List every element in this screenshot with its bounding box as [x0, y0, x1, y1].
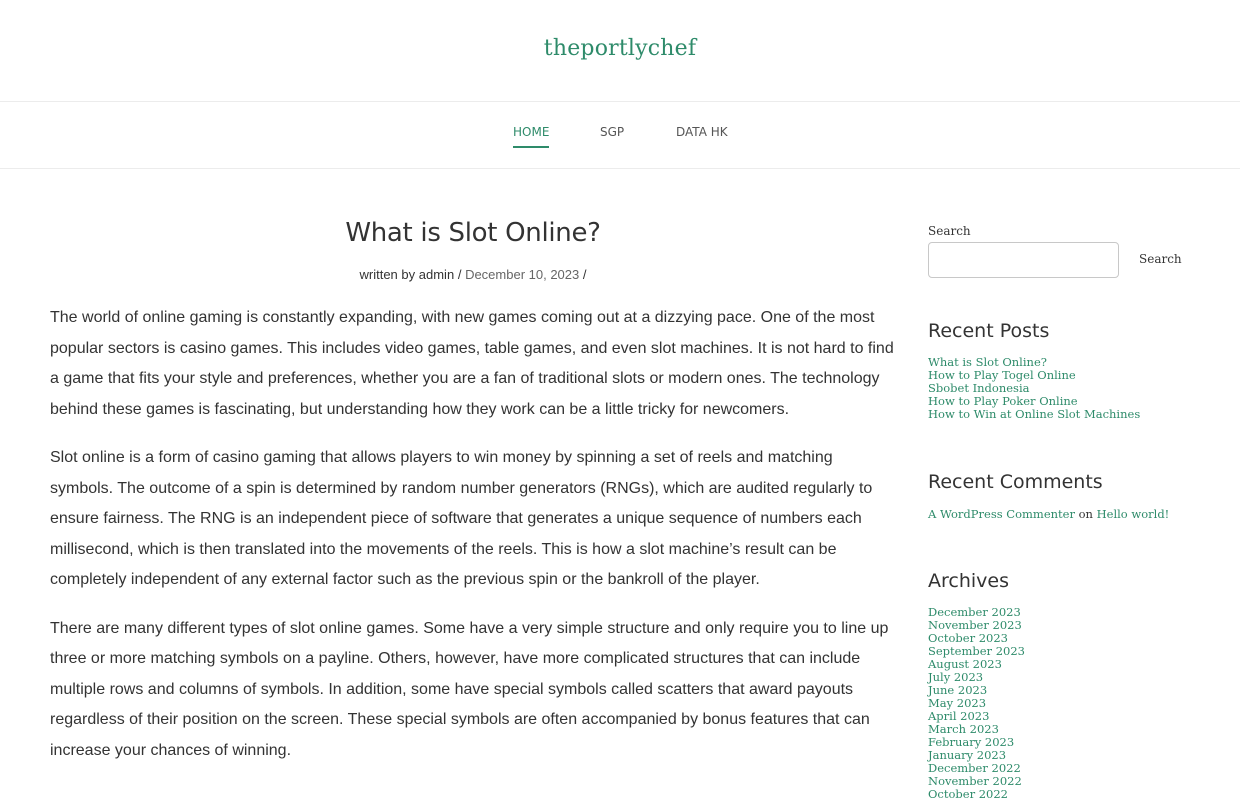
archive-link[interactable]: January 2023	[928, 748, 1007, 762]
archives-title: Archives	[928, 570, 1009, 592]
archive-link[interactable]: October 2022	[928, 787, 1009, 801]
author-link[interactable]: admin	[418, 267, 455, 282]
comment-author-link[interactable]: A WordPress Commenter	[928, 507, 1075, 521]
sidebar	[928, 222, 1198, 801]
paragraph-2: Slot online is a form of casino gaming that allows players to win money by spinning a set of reels and matching symbols. The outcome of a spin is determined by random number generators (RNGs), which are audited regularly to ensure fairness. The RNG is an independent piece of software that generates a unique sequence of numbers each millisecond, which is then translated into the movements of the reels. This is how a slot machine’s result can be completely independent of any external factor such as the previous spin or the bankroll of the player.	[50, 449, 873, 588]
recent-comment	[928, 507, 1198, 521]
paragraph-1: The world of online gaming is constantly expanding, with new games coming out at a dizzying pace. One of the most popular sectors is casino games. This includes video games, table games, and even slot machines. It is not hard to find a game that fits your style and preferences, whether you are a fan of traditional slots or modern ones. The technology behind these games is fascinating, but understanding how they work can be a little tricky for newcomers.	[50, 309, 894, 418]
recent-posts-title: Recent Posts	[928, 320, 1050, 342]
meta-separator: /	[457, 267, 462, 282]
archive-link[interactable]: November 2022	[928, 774, 1022, 788]
archive-link[interactable]: February 2023	[928, 735, 1015, 749]
list-item	[928, 408, 1198, 421]
recent-post-link[interactable]: What is Slot Online?	[928, 355, 1047, 369]
archives-widget	[928, 570, 1198, 801]
search-widget	[928, 222, 1198, 282]
archive-link[interactable]: December 2023	[928, 605, 1021, 619]
list-item	[928, 788, 1198, 801]
recent-post-link[interactable]: How to Win at Online Slot Machines	[928, 407, 1141, 421]
post-date-link[interactable]: December 10, 2023	[465, 267, 580, 282]
archive-link[interactable]: June 2023	[928, 683, 988, 697]
post-article	[50, 218, 896, 784]
archive-link[interactable]: May 2023	[928, 696, 987, 710]
archive-link[interactable]: September 2023	[928, 644, 1025, 658]
post-title: What is Slot Online?	[345, 218, 601, 248]
comment-post-link[interactable]: Hello world!	[1096, 507, 1170, 521]
archive-link[interactable]: November 2023	[928, 618, 1022, 632]
post-content	[50, 303, 896, 766]
comment-on-text: on	[1078, 507, 1093, 521]
search-input[interactable]	[928, 242, 1119, 278]
recent-comments-widget	[928, 471, 1198, 521]
recent-post-link[interactable]: Sbobet Indonesia	[928, 381, 1030, 395]
nav-item-sgp[interactable]: SGP	[600, 125, 625, 139]
post-meta	[50, 267, 896, 282]
archive-link[interactable]: December 2022	[928, 761, 1021, 775]
recent-posts-widget	[928, 320, 1198, 421]
search-button[interactable]: Search	[1139, 252, 1182, 266]
recent-comments-title: Recent Comments	[928, 471, 1103, 493]
main-nav	[0, 103, 1240, 169]
meta-prefix: written by	[359, 267, 416, 282]
search-label: Search	[928, 224, 971, 238]
archive-link[interactable]: August 2023	[928, 657, 1002, 671]
recent-post-link[interactable]: How to Play Togel Online	[928, 368, 1076, 382]
recent-post-link[interactable]: How to Play Poker Online	[928, 394, 1078, 408]
archive-link[interactable]: March 2023	[928, 722, 999, 736]
archives-list	[928, 606, 1198, 801]
nav-item-home[interactable]: HOME	[513, 125, 549, 148]
nav-item-data-hk[interactable]: DATA HK	[676, 125, 728, 139]
site-title[interactable]: theportlychef	[543, 36, 697, 61]
archive-link[interactable]: July 2023	[928, 670, 984, 684]
archive-link[interactable]: April 2023	[928, 709, 990, 723]
site-header	[0, 0, 1240, 102]
meta-separator-2: /	[582, 267, 587, 282]
paragraph-3: There are many different types of slot online games. Some have a very simple structure and only require you to line up three or more matching symbols on a payline. Others, however, have more complicated structures that can include multiple rows and columns of symbols. In addition, some have special symbols called scatters that award payouts regardless of their position on the screen. These special symbols are often accompanied by bonus features that can increase your chances of winning.	[50, 619, 889, 759]
archive-link[interactable]: October 2023	[928, 631, 1009, 645]
recent-posts-list	[928, 356, 1198, 421]
